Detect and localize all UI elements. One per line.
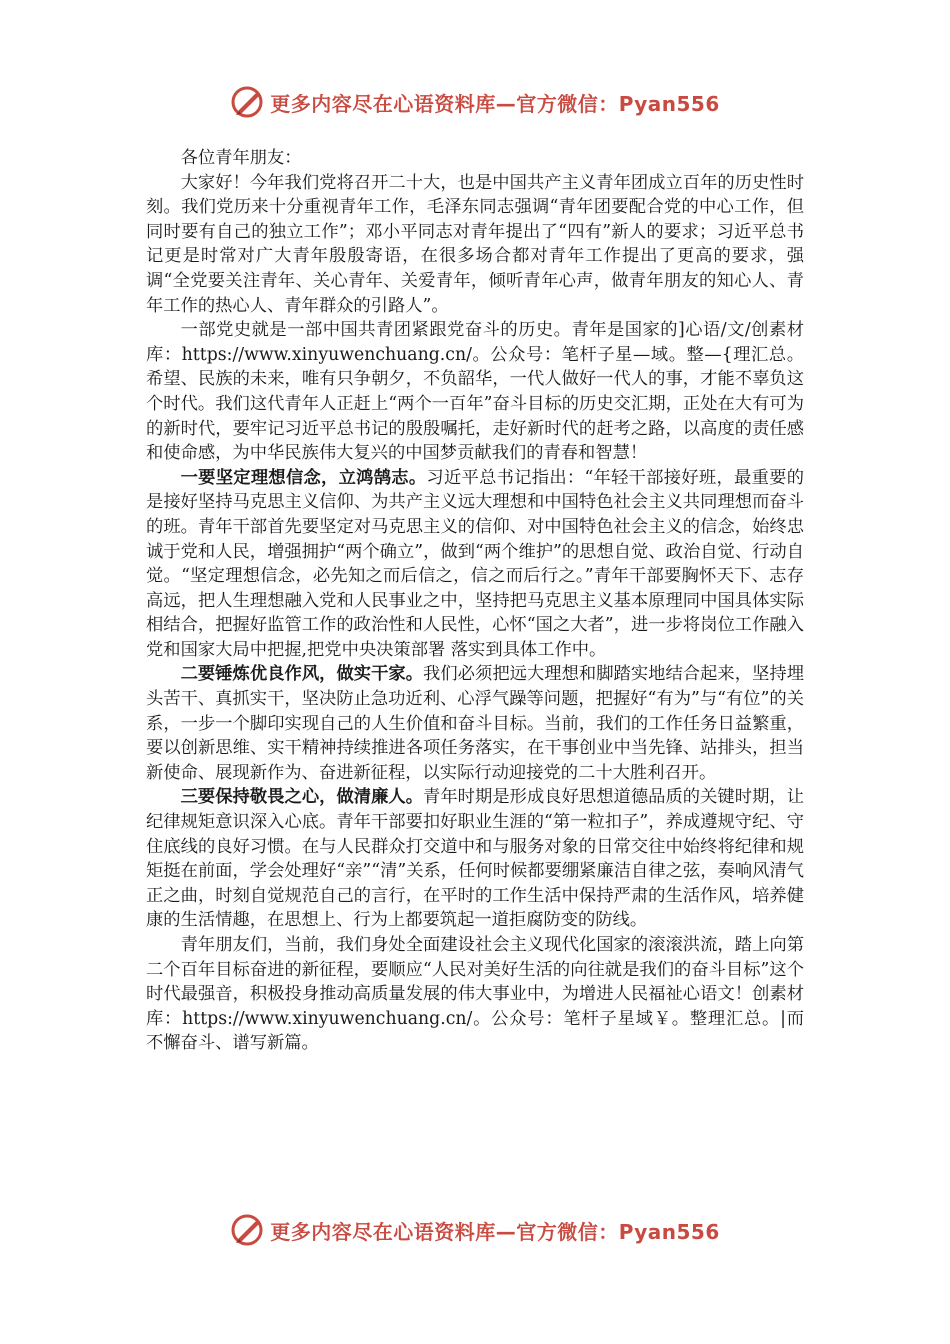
paragraph-point-two xyxy=(146,662,804,785)
footer-banner xyxy=(0,1208,950,1252)
point-three-body: 青年时期是形成良好思想道德品质的关键时期，让纪律规矩意识深入心底。青年干部要扣好职业生涯的“第一粒扣子”，养成遵规守纪、守住底线的良好习惯。在与人民群众打交道中和与服务对象的日常交往中始终将纪律和规矩挺在前面，学会处理好“亲”“清”关系，任何时候都要绷紧廉洁自律之弦，奏响风清气正之曲，时刻自觉规范自己的言行，在平时的工作生活中保持严肃的生活作风，培养健康的生活情趣，在思想上、行为上都要筑起一道拒腐防变的防线。 xyxy=(146,787,804,931)
document-body xyxy=(146,146,804,1056)
point-one-heading: 一要坚定理想信念，立鸿鹄志。 xyxy=(180,467,427,488)
point-one-body: 习近平总书记指出：“年轻干部接好班，最重要的是接好坚持马克思主义信仰、为共产主义远大理想和中国特色社会主义共同理想而奋斗的班。青年干部首先要坚定对马克思主义的信仰、对中国特色社会主义的信念，始终忠诚于党和人民，增强拥护“两个确立”，做到“两个维护”的思想自觉、政治自觉、行动自觉。“坚定理想信念，必先知之而后信之，信之而后行之。”青年干部要胸怀天下、志存高远，把人生理想融入党和人民事业之中，坚持把马克思主义基本原理同中国具体实际相结合，把握好监管工作的政治性和人民性，心怀“国之大者”，进一步将岗位工作融入党和国家大局中把握,把党中央决策部署 落实到具体工作中。 xyxy=(146,467,804,660)
paragraph-history: 一部党史就是一部中国共青团紧跟党奋斗的历史。青年是国家的]心语/文/创素材库：https://www.xinyuwenchuang.cn/。公众号：笔杆子星—域。整—{理汇总。希望、民族的未来，唯有只争朝夕，不负韶华，一代人做好一代人的事，才能不辜负这个时代。我们这代青年人正赶上“两个一百年”奋斗目标的历史交汇期，正处在大有可为的新时代，要牢记习近平总书记的殷殷嘱托，走好新时代的赶考之路，以高度的责任感和使命感，为中华民族伟大复兴的中国梦贡献我们的青春和智慧！ xyxy=(146,320,804,464)
salutation: 各位青年朋友： xyxy=(180,148,302,168)
paragraph-point-three xyxy=(146,785,804,933)
point-two-heading: 二要锤炼优良作风，做实干家。 xyxy=(180,664,424,685)
header-banner xyxy=(0,80,950,124)
point-three-heading: 三要保持敬畏之心，做清廉人。 xyxy=(180,787,424,808)
paragraph-intro: 大家好！今年我们党将召开二十大，也是中国共产主义青年团成立百年的历史性时刻。我们党历来十分重视青年工作，毛泽东同志强调“青年团要配合党的中心工作，但同时要有自己的独立工作”；邓小平同志对青年提出了“四有”新人的要求；习近平总书记更是时常对广大青年殷殷寄语，在很多场合都对青年工作提出了更高的要求，强调“全党要关注青年、关心青年、关爱青年，倾听青年心声，做青年朋友的知心人、青年工作的热心人、青年群众的引路人”。 xyxy=(146,172,804,316)
point-two-body: 我们必须把远大理想和脚踏实地结合起来，坚持埋头苦干、真抓实干，坚决防止急功近利、心浮气躁等问题，把握好“有为”与“有位”的关系，一步一个脚印实现自己的人生价值和奋斗目标。当前，我们的工作任务日益繁重，要以创新思维、实干精神持续推进各项任务落实，在干事创业中当先锋、站排头，担当新使命、展现新作为、奋进新征程，以实际行动迎接党的二十大胜利召开。 xyxy=(146,664,804,783)
pen-logo-icon xyxy=(230,1212,266,1248)
banner-text: 更多内容尽在心语资料库—官方微信：Pyan556 xyxy=(270,1219,720,1244)
paragraph-point-one xyxy=(146,466,804,663)
banner-text: 更多内容尽在心语资料库—官方微信：Pyan556 xyxy=(270,91,720,116)
paragraph-closing: 青年朋友们，当前，我们身处全面建设社会主义现代化国家的滚滚洪流，踏上向第二个百年目标奋进的新征程，要顺应“人民对美好生活的向往就是我们的奋斗目标”这个时代最强音，积极投身推动高质量发展的伟大事业中，为增进人民福祉心语文！创素材库：https://www.xinyuwenchuang.cn/。公众号：笔杆子星域￥。整理汇总。|而不懈奋斗、谱写新篇。 xyxy=(146,935,804,1054)
pen-logo-icon xyxy=(230,84,266,120)
